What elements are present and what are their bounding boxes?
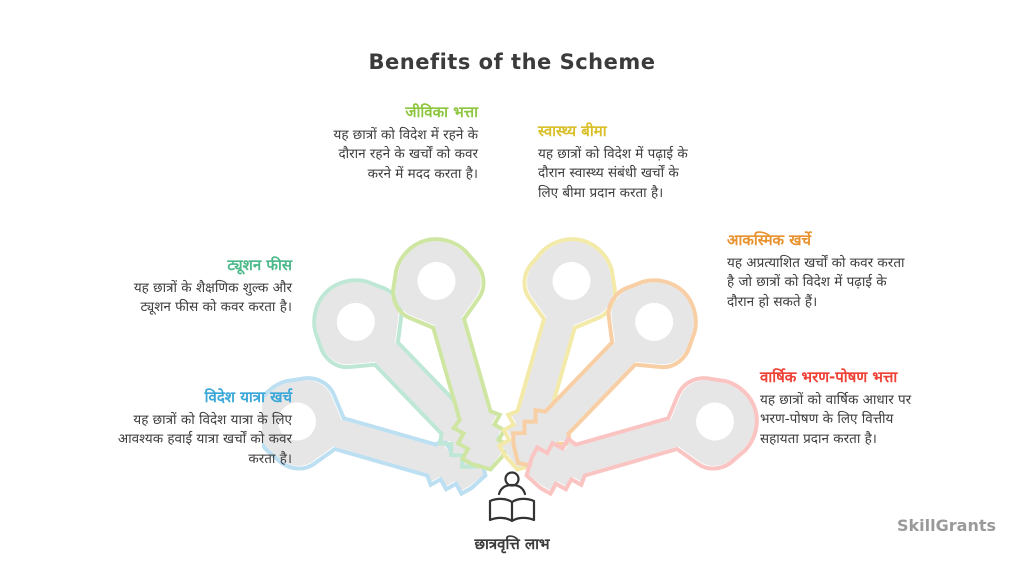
watermark-logo: SkillGrants: [897, 516, 996, 535]
benefit-annual-maintenance: [760, 368, 935, 449]
benefit-health-insurance: [538, 122, 698, 203]
benefit-living-allowance-body: यह छात्रों को विदेश में रहने के दौरान रहने के खर्चों को कवर करने में मदद करता है।: [333, 126, 478, 182]
benefit-living-allowance-heading: जीविका भत्ता: [405, 103, 478, 121]
benefit-travel: [100, 388, 292, 469]
center-label: छात्रवृत्ति लाभ: [474, 535, 550, 553]
benefit-tuition-body: यह छात्रों के शैक्षणिक शुल्क और ट्यूशन फीस को कवर करता है।: [133, 279, 292, 316]
page-title: Benefits of the Scheme: [368, 50, 656, 74]
benefit-living-allowance: [325, 103, 478, 184]
benefit-contingency: [727, 231, 912, 312]
reading-person-icon: [482, 468, 542, 528]
benefit-travel-body: यह छात्रों को विदेश यात्रा के लिए आवश्यक हवाई यात्रा खर्चों को कवर करता है।: [117, 411, 292, 467]
benefit-health-insurance-body: यह छात्रों को विदेश में पढ़ाई के दौरान स्वास्थ्य संबंधी खर्चों के लिए बीमा प्रदान करता है।: [538, 145, 688, 201]
benefit-tuition-heading: ट्यूशन फीस: [227, 256, 292, 274]
benefit-health-insurance-heading: स्वास्थ्य बीमा: [538, 122, 607, 140]
benefit-contingency-heading: आकस्मिक खर्चे: [727, 231, 812, 249]
benefit-contingency-body: यह अप्रत्याशित खर्चों को कवर करता है जो छात्रों को विदेश में पढ़ाई के दौरान हो सकते हैं।: [727, 254, 905, 310]
benefit-annual-maintenance-body: यह छात्रों को वार्षिक आधार पर भरण-पोषण के लिए वित्तीय सहायता प्रदान करता है।: [760, 391, 912, 447]
benefit-tuition: [110, 256, 292, 318]
benefit-travel-heading: विदेश यात्रा खर्च: [204, 388, 292, 406]
benefit-annual-maintenance-heading: वार्षिक भरण-पोषण भत्ता: [760, 368, 898, 386]
